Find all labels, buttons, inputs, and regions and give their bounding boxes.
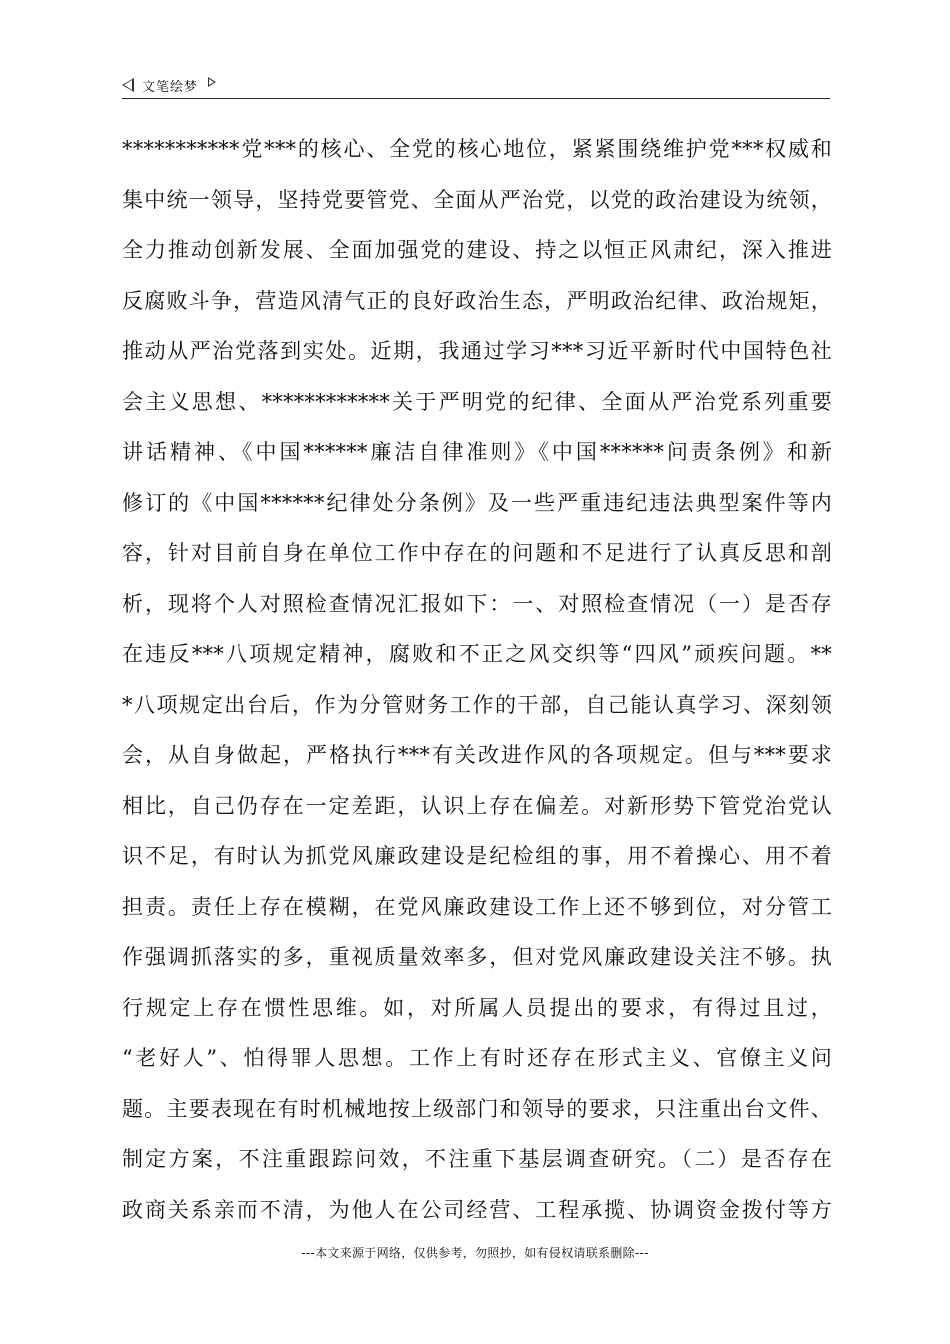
body-line: 反腐败斗争，营造风清气正的良好政治生态，严明政治纪律、政治规矩， [122, 288, 832, 313]
body-line: 行规定上存在惯性思维。如，对所属人员提出的要求，有得过且过， [122, 995, 832, 1020]
body-line: 在违反***八项规定精神，腐败和不正之风交织等“四风”顽疾问题。** [122, 642, 832, 666]
body-line: 作强调抓落实的多，重视质量效率多，但对党风廉政建设关注不够。执 [122, 945, 832, 969]
header-brand: 文笔绘梦 [142, 79, 199, 95]
body-line: 识不足，有时认为抓党风廉政建设是纪检组的事，用不着操心、用不着 [122, 844, 832, 868]
body-line: 会，从自身做起，严格执行***有关改进作风的各项规定。但与***要求 [122, 743, 832, 767]
body-line: “老好人”、怕得罪人思想。工作上有时还存在形式主义、官僚主义问 [122, 1046, 832, 1070]
body-line: 题。主要表现在有时机械地按上级部门和领导的要求，只注重出台文件、 [122, 1096, 832, 1121]
body-line: 集中统一领导，坚持党要管党、全面从严治党，以党的政治建设为统领， [122, 187, 832, 212]
page-header [122, 72, 830, 99]
body-line: 相比，自己仍存在一定差距，认识上存在偏差。对新形势下管党治党认 [122, 793, 832, 818]
body-line: 推动从严治党落到实处。近期，我通过学习***习近平新时代中国特色社 [122, 339, 832, 363]
document-body [122, 128, 832, 1239]
body-line: 制定方案，不注重跟踪问效，不注重下基层调查研究。（二）是否存在 [122, 1147, 832, 1171]
body-line: 析，现将个人对照检查情况汇报如下：一、对照检查情况（一）是否存 [122, 591, 832, 616]
body-line: 政商关系亲而不清，为他人在公司经营、工程承揽、协调资金拨付等方 [122, 1197, 832, 1222]
body-line: ***********党***的核心、全党的核心地位，紧紧围绕维护党***权威和 [122, 137, 832, 161]
body-line: 会主义思想、************关于严明党的纪律、全面从严治党系列重要 [122, 389, 832, 414]
body-line: 全力推动创新发展、全面加强党的建设、持之以恒正风肃纪，深入推进 [122, 238, 832, 262]
body-line: 容，针对目前自身在单位工作中存在的问题和不足进行了认真反思和剖 [122, 541, 832, 565]
triangle-right-icon [208, 77, 216, 87]
footer-notice: ---本文来源于网络，仅供参考，勿照抄，如有侵权请联系删除--- [301, 1246, 649, 1260]
body-line: 担责。责任上存在模糊，在党风廉政建设工作上还不够到位，对分管工 [122, 894, 832, 919]
triangle-left-icon [122, 78, 134, 92]
body-line: *八项规定出台后，作为分管财务工作的干部，自己能认真学习、深刻领 [122, 692, 832, 717]
body-line: 修订的《中国******纪律处分条例》及一些严重违纪违法典型案件等内 [122, 490, 832, 515]
body-line: 讲话精神、《中国******廉洁自律准则》《中国******问责条例》和新 [122, 440, 832, 464]
